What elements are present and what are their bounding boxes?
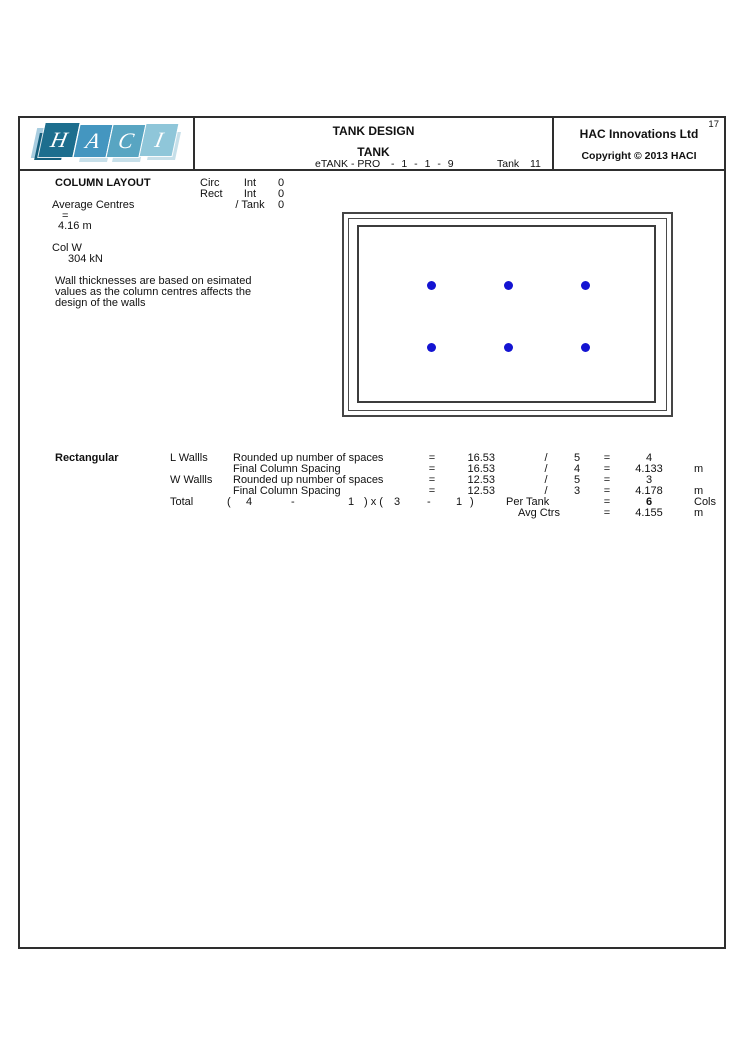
haci-logo bbox=[40, 120, 180, 166]
total-formula-part: 3 bbox=[394, 496, 401, 508]
equals-sign: = bbox=[603, 463, 611, 475]
equals-sign: = bbox=[603, 452, 611, 464]
page-number: 17 bbox=[708, 119, 719, 130]
wall-thickness-note bbox=[55, 276, 251, 309]
tank-wall-inner-line bbox=[357, 225, 656, 403]
program-version: - 1 - 1 - 9 bbox=[391, 158, 454, 170]
calc-result: 4 bbox=[645, 452, 653, 464]
total-formula-part: - bbox=[427, 496, 431, 508]
logo-cell bbox=[20, 118, 195, 169]
calc-divisor: 5 bbox=[573, 474, 581, 486]
divide-sign: / bbox=[544, 463, 548, 475]
equals-sign: = bbox=[428, 463, 436, 475]
per-tank-label: Per Tank bbox=[506, 496, 550, 508]
tank-plan-diagram bbox=[342, 212, 673, 417]
calc-description: Final Column Spacing bbox=[233, 463, 341, 475]
param-type: Int bbox=[243, 188, 257, 200]
avg-ctrs-label: Avg Ctrs bbox=[518, 507, 560, 519]
logo-letter: H bbox=[48, 127, 70, 152]
calc-unit: m bbox=[694, 463, 704, 475]
total-formula-part: 1 bbox=[348, 496, 355, 508]
wall-label: W Wallls bbox=[170, 474, 213, 486]
total-label: Total bbox=[170, 496, 194, 508]
title-cell bbox=[195, 118, 554, 169]
note-line: values as the column centres affects the bbox=[55, 286, 252, 298]
equals-sign: = bbox=[428, 452, 436, 464]
calc-result: 3 bbox=[645, 474, 653, 486]
total-formula-part: 4 bbox=[246, 496, 253, 508]
param-name: Rect bbox=[200, 188, 223, 200]
avg-ctrs-row bbox=[0, 508, 746, 519]
note-line: Wall thicknesses are based on esimated bbox=[55, 275, 252, 287]
column-marker bbox=[427, 281, 436, 290]
average-centres-label: Average Centres bbox=[52, 199, 135, 211]
equals-sign: = bbox=[603, 474, 611, 486]
divide-sign: / bbox=[544, 474, 548, 486]
avg-ctrs-result: 4.155 bbox=[635, 507, 663, 519]
calc-row bbox=[0, 453, 746, 464]
calc-unit: Cols bbox=[694, 496, 717, 508]
calc-value: 16.53 bbox=[467, 463, 495, 475]
param-row bbox=[200, 200, 310, 211]
total-formula-part: 1 bbox=[456, 496, 463, 508]
column-marker bbox=[504, 343, 513, 352]
logo-letter-tile bbox=[38, 123, 79, 157]
param-type: Int bbox=[243, 177, 257, 189]
param-type: / Tank bbox=[235, 199, 265, 211]
equals-sign: = bbox=[603, 485, 611, 497]
calc-description: Rounded up number of spaces bbox=[233, 474, 384, 486]
col-w-label: Col W bbox=[52, 242, 82, 254]
sheet-header bbox=[20, 118, 724, 171]
param-value: 0 bbox=[277, 177, 285, 189]
divide-sign: / bbox=[544, 452, 548, 464]
calc-row bbox=[0, 475, 746, 486]
total-row bbox=[0, 497, 746, 508]
rectangular-label: Rectangular bbox=[55, 452, 119, 464]
company-name: HAC Innovations Ltd bbox=[579, 127, 699, 141]
calc-divisor: 5 bbox=[573, 452, 581, 464]
column-marker bbox=[581, 281, 590, 290]
logo-letter: C bbox=[116, 128, 137, 153]
equals-sign: = bbox=[603, 507, 611, 519]
equals-sign: = bbox=[428, 485, 436, 497]
note-line: design of the walls bbox=[55, 297, 146, 309]
equals-sign: = bbox=[603, 496, 611, 508]
calc-description: Rounded up number of spaces bbox=[233, 452, 384, 464]
tank-number: 11 bbox=[530, 158, 541, 170]
logo-letter: I bbox=[152, 127, 166, 152]
param-value: 0 bbox=[277, 199, 285, 211]
calc-result: 4.133 bbox=[635, 463, 663, 475]
param-value: 0 bbox=[277, 188, 285, 200]
calc-value: 12.53 bbox=[467, 474, 495, 486]
column-marker bbox=[427, 343, 436, 352]
calc-result: 4.178 bbox=[635, 485, 663, 497]
calc-value: 16.53 bbox=[467, 452, 495, 464]
column-layout-title: COLUMN LAYOUT bbox=[55, 177, 151, 189]
logo-letter-tile bbox=[140, 124, 179, 156]
doc-subtitle: TANK bbox=[357, 145, 390, 159]
column-marker bbox=[581, 343, 590, 352]
copyright-notice: Copyright © 2013 HACI bbox=[581, 150, 697, 162]
wall-label: L Wallls bbox=[170, 452, 208, 464]
calc-unit: m bbox=[694, 485, 704, 497]
calc-value: 12.53 bbox=[467, 485, 495, 497]
total-formula-part: - bbox=[291, 496, 295, 508]
total-formula-part: ( bbox=[227, 496, 231, 508]
calc-divisor: 3 bbox=[573, 485, 581, 497]
logo-letter: A bbox=[83, 128, 103, 153]
average-centres-value: 4.16 m bbox=[58, 220, 92, 232]
rectangular-calc-section bbox=[0, 453, 746, 519]
company-cell bbox=[554, 118, 724, 169]
column-marker bbox=[504, 281, 513, 290]
equals-sign: = bbox=[62, 210, 69, 222]
col-w-value: 304 kN bbox=[68, 253, 103, 265]
total-columns-result: 6 bbox=[645, 496, 653, 508]
calc-unit: m bbox=[694, 507, 704, 519]
param-name: Circ bbox=[200, 177, 220, 189]
equals-sign: = bbox=[428, 474, 436, 486]
total-formula-part: ) x ( bbox=[364, 496, 383, 508]
calc-description: Final Column Spacing bbox=[233, 485, 341, 497]
tank-label: Tank bbox=[497, 158, 520, 170]
calc-divisor: 4 bbox=[573, 463, 581, 475]
program-name: eTANK - PRO bbox=[315, 158, 381, 170]
layout-params-table bbox=[200, 178, 310, 211]
doc-title: TANK DESIGN bbox=[332, 124, 415, 138]
total-formula-part: ) bbox=[470, 496, 474, 508]
divide-sign: / bbox=[544, 485, 548, 497]
